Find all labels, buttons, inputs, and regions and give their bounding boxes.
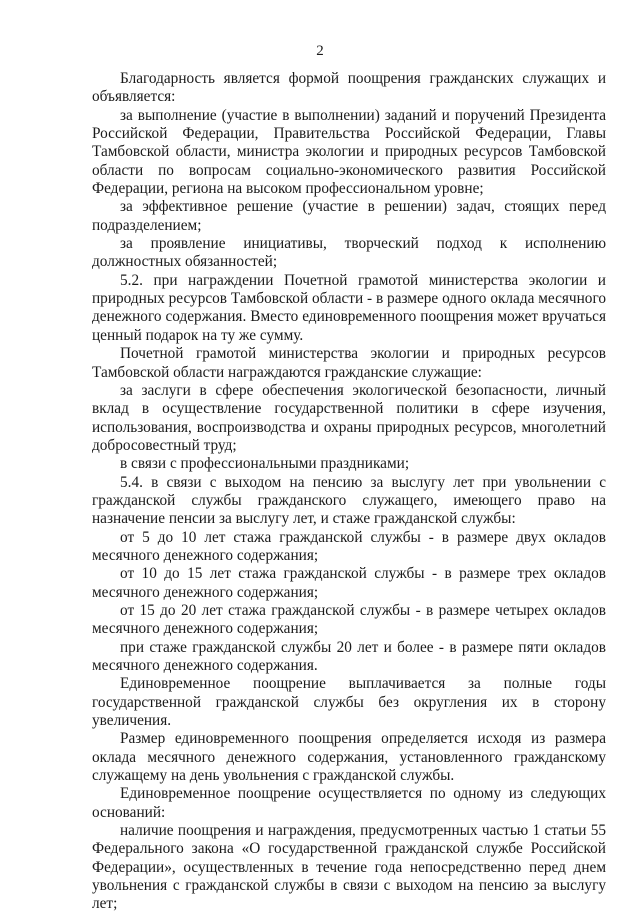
- paragraph-17: наличие поощрения и награждения, предусмотренных частью 1 статьи 55 Федерального закона «О государственной гражданской службе Российской Федерации», осуществленных в течение года непосредственно перед днем увольнения с гражданской службы в связи с выходом на пенсию за выслугу лет;: [92, 822, 606, 913]
- paragraph-1: Благодарность является формой поощрения гражданских служащих и объявляется:: [92, 70, 606, 106]
- paragraph-11: от 10 до 15 лет стажа гражданской службы - в размере трех окладов месячного денежного содержания;: [92, 565, 606, 601]
- paragraph-15: Размер единовременного поощрения определяется исходя из размера оклада месячного денежного содержания, установленного гражданскому служащему на день увольнения с гражданской службы.: [92, 730, 606, 785]
- paragraph-7: за заслуги в сфере обеспечения экологической безопасности, личный вклад в осуществление государственной политики в сфере изучения, использования, воспроизводства и охраны природных ресурсов, многолетний добросовестный труд;: [92, 381, 606, 454]
- paragraph-16: Единовременное поощрение осуществляется по одному из следующих оснований:: [92, 785, 606, 821]
- paragraph-3: за эффективное решение (участие в решении) задач, стоящих перед подразделением;: [92, 198, 606, 234]
- paragraph-14: Единовременное поощрение выплачивается за полные годы государственной гражданской службы без округления их в сторону увеличения.: [92, 675, 606, 730]
- paragraph-9: 5.4. в связи с выходом на пенсию за выслугу лет при увольнении с гражданской службы гражданского служащего, имеющего право на назначение пенсии за выслугу лет, и стаже гражданской службы:: [92, 473, 606, 528]
- paragraph-10: от 5 до 10 лет стажа гражданской службы - в размере двух окладов месячного денежного содержания;: [92, 528, 606, 564]
- paragraph-5: 5.2. при награждении Почетной грамотой министерства экологии и природных ресурсов Тамбовской области - в размере одного оклада месячного денежного содержания. Вместо единовременного поощрения может вручаться ценный подарок на ту же сумму.: [92, 271, 606, 344]
- document-body: [92, 70, 606, 914]
- paragraph-13: при стаже гражданской службы 20 лет и более - в размере пяти окладов месячного денежного содержания.: [92, 638, 606, 674]
- paragraph-6: Почетной грамотой министерства экологии и природных ресурсов Тамбовской области награждаются гражданские служащие:: [92, 345, 606, 381]
- paragraph-8: в связи с профессиональными праздниками;: [120, 455, 410, 473]
- paragraph-2: за выполнение (участие в выполнении) заданий и поручений Президента Российской Федерации, Правительства Российской Федерации, Главы Тамбовской области, министра экологии и природных ресурсов Тамбовской области по вопросам социально-экономического развития Российской Федерации, региона на высоком профессиональном уровне;: [92, 106, 606, 198]
- page-number: 2: [316, 43, 324, 59]
- paragraph-12: от 15 до 20 лет стажа гражданской службы - в размере четырех окладов месячного денежного содержания;: [92, 601, 606, 638]
- paragraph-4: за проявление инициативы, творческий подход к исполнению должностных обязанностей;: [92, 235, 606, 271]
